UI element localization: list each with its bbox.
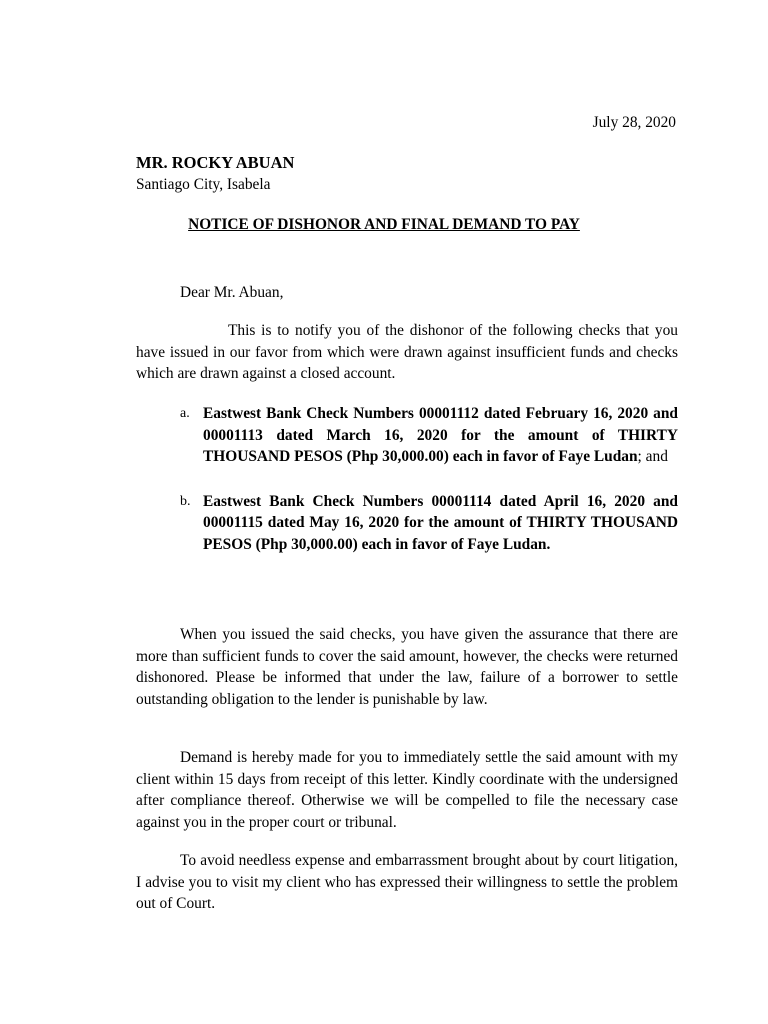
- list-item: [180, 491, 678, 556]
- list-marker: a.: [180, 406, 190, 421]
- dishonored-checks-list: [180, 403, 678, 579]
- body-paragraph-advice: To avoid needless expense and embarrassment brought about by court litigation, I advise you to visit my client who has expressed their willingness to settle the problem out of Court.: [136, 852, 678, 913]
- salutation: Dear Mr. Abuan,: [180, 284, 284, 301]
- intro-paragraph: This is to notify you of the dishonor of the following checks that you have issued in our favor from which were drawn against insufficient funds and checks which are drawn against a closed account.: [136, 322, 678, 383]
- letter-date: July 28, 2020: [592, 114, 676, 131]
- check-details: Eastwest Bank Check Numbers 00001114 dated April 16, 2020 and 00001115 dated May 16, 2020 for the amount of THIRTY THOUSAND PESOS (Php 30,000.00) each in favor of Faye Ludan.: [203, 492, 678, 553]
- list-item: [180, 403, 678, 468]
- addressee-city: Santiago City, Isabela: [136, 175, 271, 193]
- body-paragraph-assurance: When you issued the said checks, you have given the assurance that there are more than sufficient funds to cover the said amount, however, the checks were returned dishonored. Please be informed that under the law, failure of a borrower to settle outstanding obligation to the lender is punishable by law.: [136, 626, 678, 708]
- addressee-block: [136, 152, 294, 195]
- body-paragraph-demand: Demand is hereby made for you to immediately settle the said amount with my client within 15 days from receipt of this letter. Kindly coordinate with the undersigned after compliance thereof. Otherwise we will be compelled to file the necessary case against you in the proper court or tribunal.: [136, 749, 678, 831]
- list-marker: b.: [180, 493, 191, 509]
- check-details-suffix: ; and: [637, 448, 668, 466]
- addressee-name: MR. ROCKY ABUAN: [136, 153, 295, 172]
- letter-subject: NOTICE OF DISHONOR AND FINAL DEMAND TO PAY: [188, 216, 580, 233]
- check-details: Eastwest Bank Check Numbers 00001112 dated February 16, 2020 and 00001113 dated March 16, 2020 for the amount of THIRTY THOUSAND PESOS (Php 30,000.00) each in favor of Faye Ludan: [203, 405, 678, 466]
